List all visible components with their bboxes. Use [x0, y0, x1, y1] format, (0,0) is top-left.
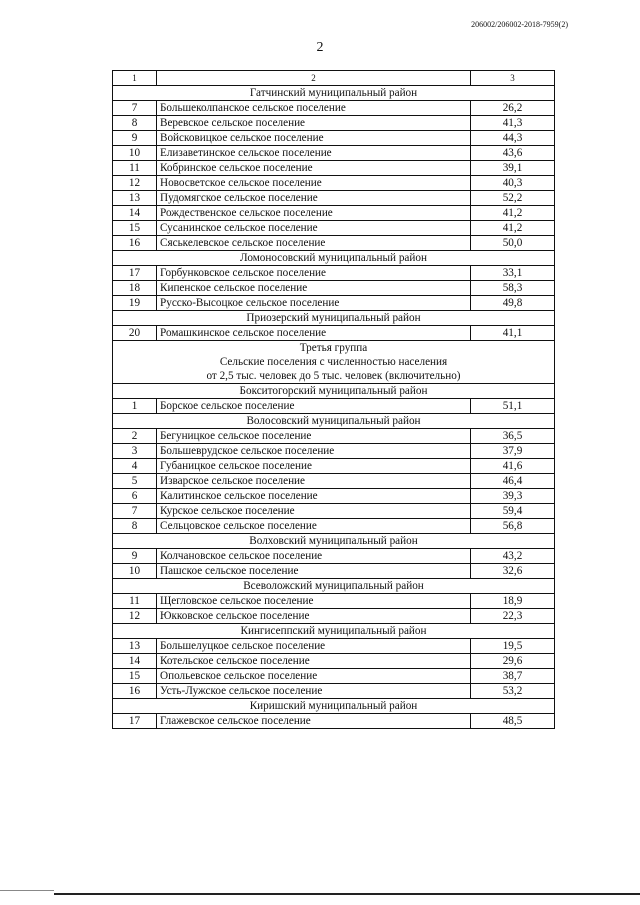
table-row — [113, 116, 555, 131]
table-row — [113, 266, 555, 281]
settlement-name: Пудомягское сельское поселение — [157, 191, 471, 206]
row-number: 12 — [113, 609, 157, 624]
group-heading-line: Сельские поселения с численностью населения — [219, 356, 448, 368]
settlement-name: Глажевское сельское поселение — [157, 714, 471, 729]
table-row — [113, 296, 555, 311]
table-row — [113, 684, 555, 699]
row-value: 43,2 — [471, 549, 555, 564]
group-heading-line: от 2,5 тыс. человек до 5 тыс. человек (включительно) — [206, 370, 461, 382]
document-id: 206002/206002-2018-7959(2) — [471, 20, 568, 29]
row-value: 48,5 — [471, 714, 555, 729]
row-value: 58,3 — [471, 281, 555, 296]
row-number: 13 — [113, 191, 157, 206]
row-number: 8 — [113, 519, 157, 534]
row-number: 5 — [113, 474, 157, 489]
section-row — [113, 624, 555, 639]
header-col-2: 2 — [157, 71, 471, 86]
settlement-name: Ромашкинское сельское поселение — [157, 326, 471, 341]
header-col-1: 1 — [113, 71, 157, 86]
header-row — [113, 71, 555, 86]
row-number: 2 — [113, 429, 157, 444]
section-row — [113, 534, 555, 549]
row-number: 10 — [113, 146, 157, 161]
settlement-name: Сяськелевское сельское поселение — [157, 236, 471, 251]
row-value: 26,2 — [471, 101, 555, 116]
settlement-name: Курское сельское поселение — [157, 504, 471, 519]
row-value: 32,6 — [471, 564, 555, 579]
table-row — [113, 146, 555, 161]
row-value: 38,7 — [471, 669, 555, 684]
district-heading: Волосовский муниципальный район — [113, 414, 555, 429]
page-number: 2 — [316, 40, 324, 55]
row-value: 56,8 — [471, 519, 555, 534]
table-row — [113, 191, 555, 206]
row-number: 15 — [113, 669, 157, 684]
row-number: 3 — [113, 444, 157, 459]
row-number: 12 — [113, 176, 157, 191]
row-value: 36,5 — [471, 429, 555, 444]
settlement-name: Губаницкое сельское поселение — [157, 459, 471, 474]
row-number: 18 — [113, 281, 157, 296]
group-heading — [113, 341, 555, 384]
row-number: 9 — [113, 549, 157, 564]
settlement-name: Колчановское сельское поселение — [157, 549, 471, 564]
settlement-name: Опольевское сельское поселение — [157, 669, 471, 684]
table-row — [113, 161, 555, 176]
row-number: 6 — [113, 489, 157, 504]
row-value: 37,9 — [471, 444, 555, 459]
settlement-name: Юкковское сельское поселение — [157, 609, 471, 624]
settlement-name: Сусанинское сельское поселение — [157, 221, 471, 236]
settlement-name: Горбунковское сельское поселение — [157, 266, 471, 281]
settlement-name: Котельское сельское поселение — [157, 654, 471, 669]
settlement-name: Большеколпанское сельское поселение — [157, 101, 471, 116]
district-heading: Кингисеппский муниципальный район — [113, 624, 555, 639]
row-value: 53,2 — [471, 684, 555, 699]
district-heading: Приозерский муниципальный район — [113, 311, 555, 326]
table-row — [113, 639, 555, 654]
group-heading-row — [113, 341, 555, 384]
table-row — [113, 594, 555, 609]
row-number: 10 — [113, 564, 157, 579]
settlement-name: Большелуцкое сельское поселение — [157, 639, 471, 654]
table-body — [113, 71, 555, 729]
section-row — [113, 86, 555, 101]
row-value: 33,1 — [471, 266, 555, 281]
table-row — [113, 519, 555, 534]
row-number: 17 — [113, 714, 157, 729]
table-row — [113, 176, 555, 191]
row-value: 41,2 — [471, 221, 555, 236]
settlement-name: Калитинское сельское поселение — [157, 489, 471, 504]
settlement-name: Сельцовское сельское поселение — [157, 519, 471, 534]
settlement-name: Усть-Лужское сельское поселение — [157, 684, 471, 699]
row-value: 41,6 — [471, 459, 555, 474]
section-row — [113, 414, 555, 429]
settlement-name: Новосветское сельское поселение — [157, 176, 471, 191]
row-value: 41,3 — [471, 116, 555, 131]
table-row — [113, 549, 555, 564]
row-value: 39,1 — [471, 161, 555, 176]
table-row — [113, 206, 555, 221]
row-number: 9 — [113, 131, 157, 146]
table-row — [113, 714, 555, 729]
row-value: 29,6 — [471, 654, 555, 669]
settlement-name: Щегловское сельское поселение — [157, 594, 471, 609]
table-row — [113, 429, 555, 444]
settlement-name: Бегуницкое сельское поселение — [157, 429, 471, 444]
row-number: 20 — [113, 326, 157, 341]
table-row — [113, 236, 555, 251]
row-value: 46,4 — [471, 474, 555, 489]
row-number: 13 — [113, 639, 157, 654]
settlement-name: Изварское сельское поселение — [157, 474, 471, 489]
row-value: 40,3 — [471, 176, 555, 191]
district-heading: Киришский муниципальный район — [113, 699, 555, 714]
row-number: 11 — [113, 161, 157, 176]
settlement-name: Елизаветинское сельское поселение — [157, 146, 471, 161]
row-number: 14 — [113, 654, 157, 669]
section-row — [113, 384, 555, 399]
section-row — [113, 311, 555, 326]
table-row — [113, 504, 555, 519]
table-row — [113, 654, 555, 669]
row-number: 4 — [113, 459, 157, 474]
row-value: 41,1 — [471, 326, 555, 341]
row-value: 49,8 — [471, 296, 555, 311]
settlement-name: Рождественское сельское поселение — [157, 206, 471, 221]
table-row — [113, 564, 555, 579]
section-row — [113, 579, 555, 594]
district-heading: Ломоносовский муниципальный район — [113, 251, 555, 266]
row-number: 8 — [113, 116, 157, 131]
table-row — [113, 489, 555, 504]
row-number: 15 — [113, 221, 157, 236]
row-value: 52,2 — [471, 191, 555, 206]
table-row — [113, 459, 555, 474]
scan-edge-bottom — [54, 893, 640, 895]
settlement-name: Пашское сельское поселение — [157, 564, 471, 579]
table-row — [113, 101, 555, 116]
row-number: 7 — [113, 101, 157, 116]
district-heading: Волховский муниципальный район — [113, 534, 555, 549]
row-value: 41,2 — [471, 206, 555, 221]
district-heading: Всеволожский муниципальный район — [113, 579, 555, 594]
row-value: 51,1 — [471, 399, 555, 414]
section-row — [113, 699, 555, 714]
settlement-name: Борское сельское поселение — [157, 399, 471, 414]
row-number: 16 — [113, 684, 157, 699]
row-number: 11 — [113, 594, 157, 609]
row-number: 19 — [113, 296, 157, 311]
group-heading-line: Третья группа — [299, 342, 368, 354]
row-value: 43,6 — [471, 146, 555, 161]
settlement-name: Кипенское сельское поселение — [157, 281, 471, 296]
row-value: 50,0 — [471, 236, 555, 251]
settlement-name: Веревское сельское поселение — [157, 116, 471, 131]
row-value: 59,4 — [471, 504, 555, 519]
table-row — [113, 669, 555, 684]
table-row — [113, 131, 555, 146]
row-value: 19,5 — [471, 639, 555, 654]
row-value: 22,3 — [471, 609, 555, 624]
settlement-name: Кобринское сельское поселение — [157, 161, 471, 176]
settlements-table — [112, 70, 555, 729]
scan-edge-left — [0, 890, 54, 891]
settlement-name: Войсковицкое сельское поселение — [157, 131, 471, 146]
settlement-name: Русско-Высоцкое сельское поселение — [157, 296, 471, 311]
table-row — [113, 281, 555, 296]
row-number: 16 — [113, 236, 157, 251]
row-number: 1 — [113, 399, 157, 414]
row-value: 44,3 — [471, 131, 555, 146]
district-heading: Гатчинский муниципальный район — [113, 86, 555, 101]
district-heading: Бокситогорский муниципальный район — [113, 384, 555, 399]
row-value: 39,3 — [471, 489, 555, 504]
table-row — [113, 399, 555, 414]
table-row — [113, 609, 555, 624]
table-row — [113, 326, 555, 341]
header-col-3: 3 — [471, 71, 555, 86]
row-number: 14 — [113, 206, 157, 221]
settlement-name: Большеврудское сельское поселение — [157, 444, 471, 459]
row-number: 17 — [113, 266, 157, 281]
row-number: 7 — [113, 504, 157, 519]
table-row — [113, 221, 555, 236]
table-row — [113, 444, 555, 459]
section-row — [113, 251, 555, 266]
table-row — [113, 474, 555, 489]
row-value: 18,9 — [471, 594, 555, 609]
